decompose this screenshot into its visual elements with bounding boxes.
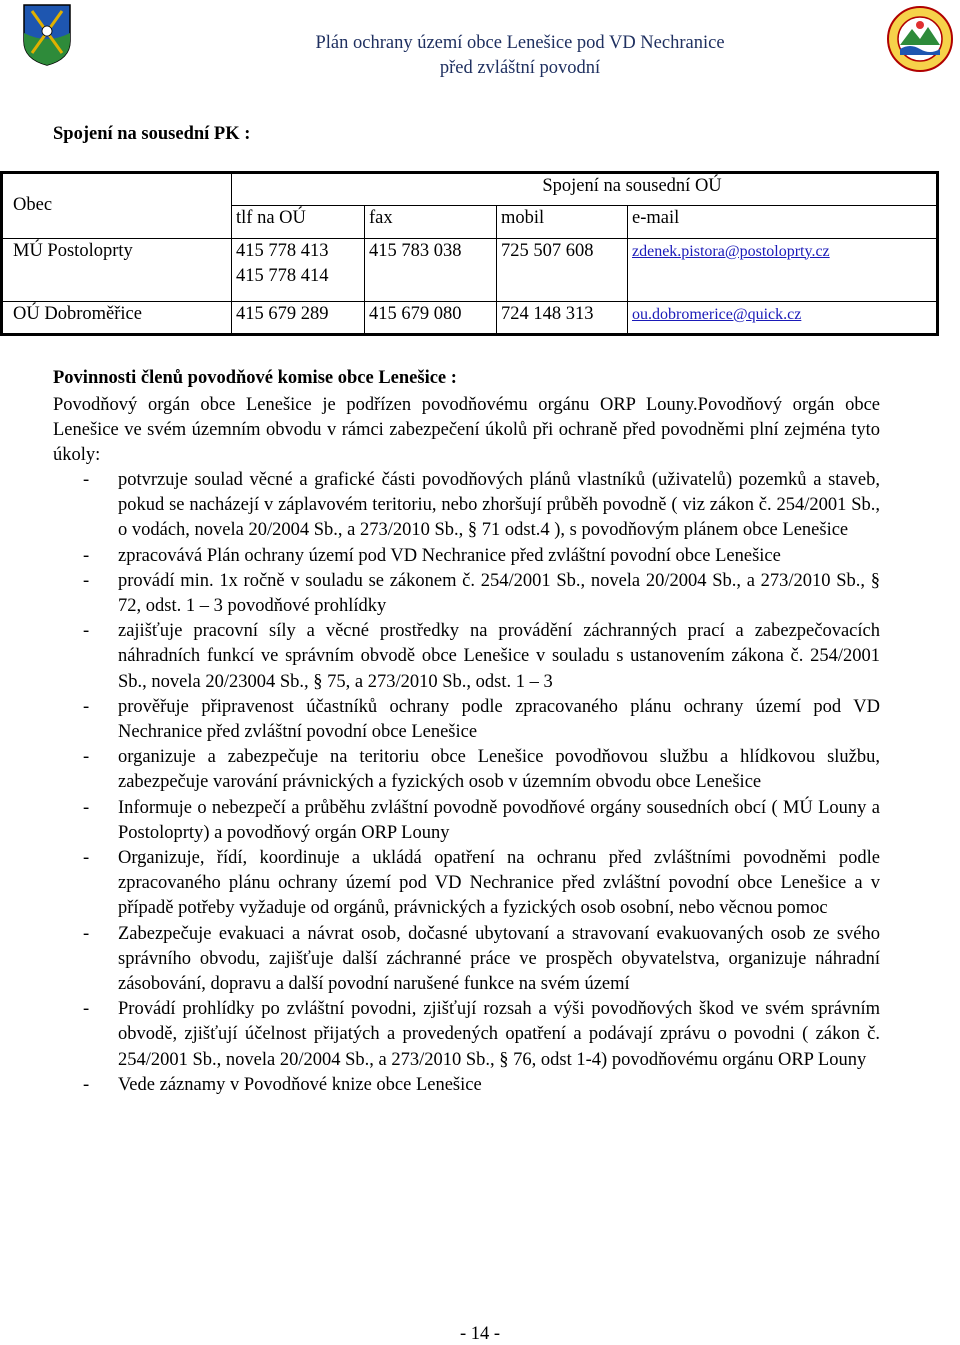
list-item-text: Provádí prohlídky po zvláštní povodni, zjišťují rozsah a výši povodňových škod ve svém správním obvodě, zjišťují účelnost přijatých a provedených opatření a podávají zprávu o povodni ( zákon č. 254/2001 Sb., novela 20/2004 Sb., a 273/2010 Sb., § 76, odst 1-4) povodňovému orgánu ORP Louny xyxy=(118,999,880,1070)
email-link[interactable]: zdenek.pistora@postoloprty.cz xyxy=(632,242,830,260)
cell-tlf: 415 679 289 xyxy=(232,301,365,334)
list-item-text: Vede záznamy v Povodňové knize obce Lenešice xyxy=(118,1074,482,1095)
municipality-crest-logo xyxy=(22,3,72,67)
bullet-dash: - xyxy=(83,696,90,717)
list-item-text: provádí min. 1x ročně v souladu se zákonem č. 254/2001 Sb., novela 20/2004 Sb., a 273/2010 Sb., § 72, odst. 1 – 3 povodňové prohlídky xyxy=(118,570,880,617)
cell-tlf-line1: 415 778 413 xyxy=(236,240,329,261)
group-header: Spojení na sousední OÚ xyxy=(232,173,938,206)
list-item xyxy=(53,796,880,846)
cell-email xyxy=(628,238,938,301)
list-item-text: Zabezpečuje evakuaci a návrat osob, dočasné ubytovaní a stravovaní evakuovaných osob ze svého správního obvodu, zajišťuje další záchranné práce ve prospěch obyvatelstva, organizuje náhradní zásobování, dopravu a další povodní narušené funkce na svém území xyxy=(118,923,880,995)
header-title-line2: před zvláštní povodní xyxy=(439,58,601,78)
list-item xyxy=(53,544,880,569)
table-row xyxy=(2,238,938,301)
column-header-mobil: mobil xyxy=(497,206,628,238)
column-header-fax: fax xyxy=(365,206,497,238)
cell-obec: MÚ Postoloprty xyxy=(2,238,232,301)
bullet-dash: - xyxy=(83,570,90,591)
cell-tlf-line2: 415 778 414 xyxy=(236,265,329,286)
list-item-text: zajišťuje pracovní síly a věcné prostředky na provádění záchranných prací a zabezpečovacích náhradních funkcí ve správním obvodě obce Lenešice v souladu s ustanovením zákona č. 254/2001 Sb., novela 20/23004 Sb., § 75, a 273/2010 Sb., odst. 1 – 3 xyxy=(118,621,880,692)
list-item xyxy=(53,1073,880,1098)
duties-title: Povinnosti členů povodňové komise obce Lenešice : xyxy=(53,368,457,388)
list-item xyxy=(53,468,880,544)
bullet-dash: - xyxy=(83,999,90,1020)
list-item-text: Informuje o nebezpečí a průběhu zvláštní povodně povodňové orgány sousedních obcí ( MÚ Louny a Postoloprty) a povodňový orgán ORP Louny xyxy=(118,797,880,843)
email-link[interactable]: ou.dobromerice@quick.cz xyxy=(632,305,802,323)
bullet-dash: - xyxy=(83,1074,90,1095)
column-header-email: e-mail xyxy=(628,206,938,238)
cell-fax: 415 783 038 xyxy=(365,238,497,301)
list-item xyxy=(53,745,880,795)
cell-obec: OÚ Dobroměřice xyxy=(2,301,232,334)
list-item xyxy=(53,619,880,695)
list-item-text: potvrzuje soulad věcné a grafické části povodňových plánů vlastníků (uživatelů) pozemků a staveb, pokud se nacházejí v záplavovém teritoriu, nebo zhoršují průběh povodně ( viz zákon č. 254/2001 Sb., o vodách, novela 20/2004 Sb., a 273/2010 Sb., § 71 odst.4 ), s povodňovým plánem obce Lenešice xyxy=(118,470,880,541)
column-header-obec: Obec xyxy=(2,173,232,239)
list-item xyxy=(53,997,880,1073)
page-number: - 14 - xyxy=(459,1324,501,1344)
bullet-dash: - xyxy=(83,797,90,818)
cell-email xyxy=(628,301,938,334)
list-item xyxy=(53,569,880,619)
list-item-text: organizuje a zabezpečuje na teritoriu obce Lenešice povodňovou službu a hlídkovou službu, zabezpečuje varování právnických a fyzických osob v územním obvodu obce Lenešice xyxy=(118,747,880,793)
list-item xyxy=(53,695,880,745)
cell-fax: 415 679 080 xyxy=(365,301,497,334)
header-title-line1: Plán ochrany území obce Lenešice pod VD Nechranice xyxy=(315,33,725,53)
list-item-text: prověřuje připravenost účastníků ochrany podle zpracovaného plánu ochrany území pod VD Nechranice před zvláštní povodní obce Lenešice xyxy=(118,696,880,743)
list-item xyxy=(53,922,880,998)
section-title: Spojení na sousední PK : xyxy=(53,124,251,144)
column-header-tlf: tlf na OÚ xyxy=(232,206,365,238)
bullet-dash: - xyxy=(83,470,90,490)
cell-tlf xyxy=(232,238,365,301)
bullet-dash: - xyxy=(83,621,90,642)
table-row xyxy=(2,301,938,334)
cell-mobil: 724 148 313 xyxy=(497,301,628,334)
bullet-dash: - xyxy=(83,545,90,566)
duties-intro: Povodňový orgán obce Lenešice je podřízen povodňovému orgánu ORP Louny.Povodňový orgán obce Lenešice ve svém územním obvodu v rámci zabezpečení úkolů při ochraně před povodněmi plní zejména tyto úkoly: xyxy=(53,395,880,466)
crisis-flood-seal-logo xyxy=(886,5,954,73)
bullet-dash: - xyxy=(83,747,90,768)
list-item-text: Organizuje, řídí, koordinuje a ukládá opatření na ochranu před zvláštními povodněmi podle zpracovaného plánu ochrany území pod VD Nechranice před zvláštní povodní obce Lenešice a v případě potřeby vyžaduje od orgánů, právnických a fyzických osob osobní, nebo věcnou pomoc xyxy=(118,848,880,919)
list-item xyxy=(53,846,880,922)
bullet-dash: - xyxy=(83,923,90,944)
duties-list xyxy=(53,468,880,1098)
neighbor-contacts-table xyxy=(0,171,939,336)
list-item-text: zpracovává Plán ochrany území pod VD Nechranice před zvláštní povodní obce Lenešice xyxy=(118,545,781,566)
bullet-dash: - xyxy=(83,848,90,869)
cell-mobil: 725 507 608 xyxy=(497,238,628,301)
